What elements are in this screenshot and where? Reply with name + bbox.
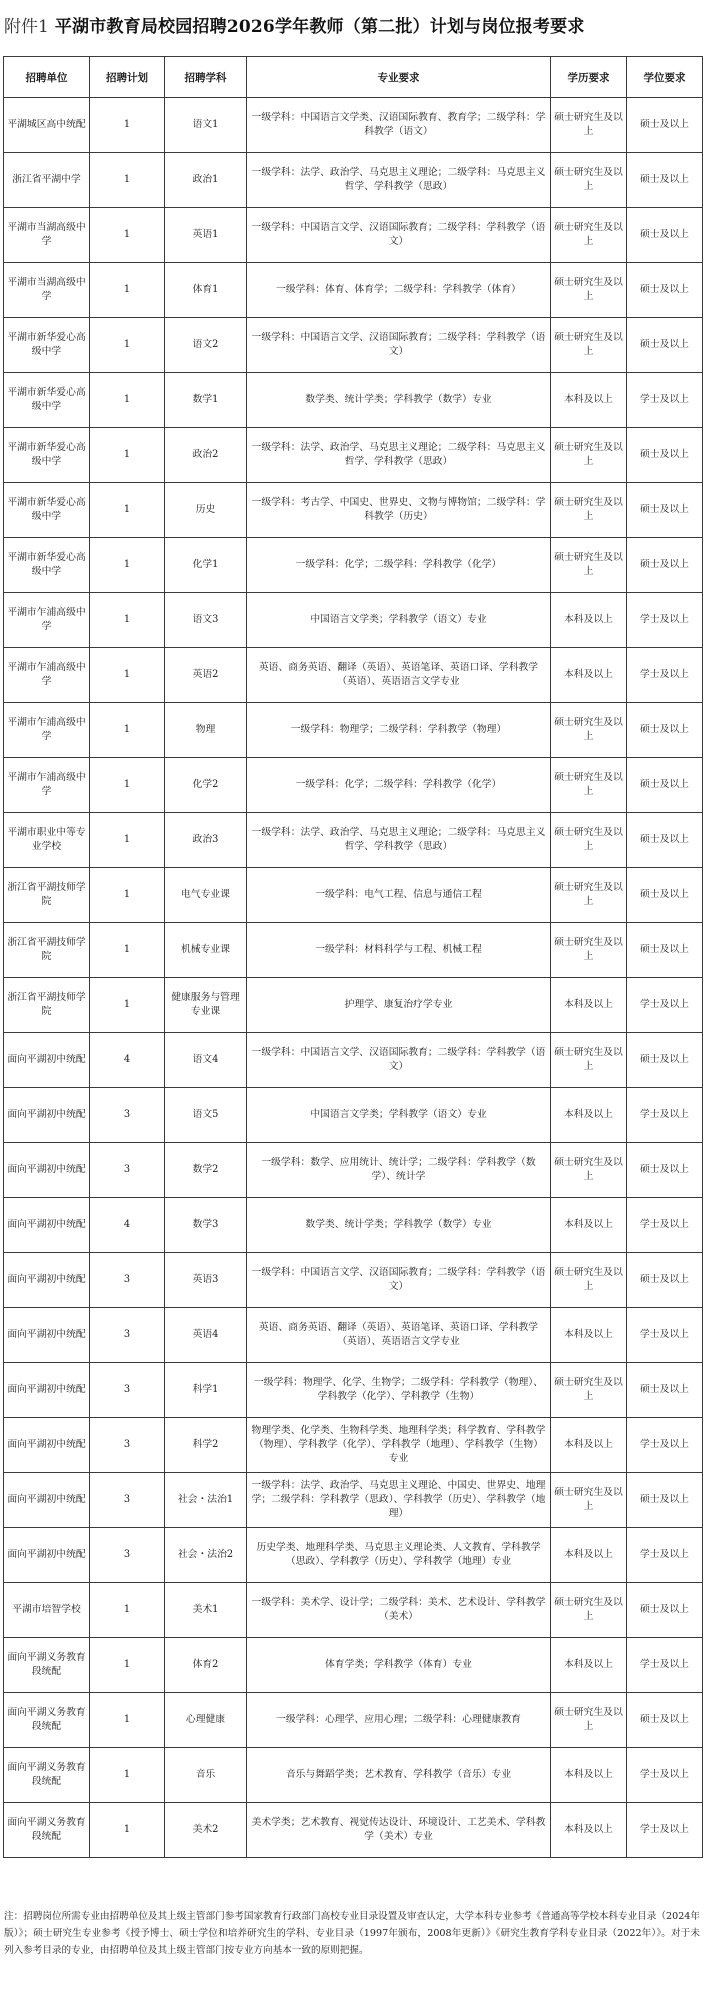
subject-cell: 机械专业课 <box>165 923 247 978</box>
unit-cell: 面向平湖初中统配 <box>4 1528 90 1583</box>
subject-cell: 英语1 <box>165 208 247 263</box>
major-cell: 数学类、统计学类；学科教学（数学）专业 <box>247 373 551 428</box>
header-degree: 学位要求 <box>627 57 703 98</box>
degree-cell: 学士及以上 <box>627 1803 703 1858</box>
major-cell: 一级学科：中国语言文学类、汉语国际教育、教育学；二级学科：学科教学（语文） <box>247 98 551 153</box>
education-cell: 本科及以上 <box>551 373 627 428</box>
degree-cell: 硕士及以上 <box>627 1143 703 1198</box>
education-cell: 本科及以上 <box>551 1638 627 1693</box>
count-cell: 1 <box>90 263 165 318</box>
degree-cell: 硕士及以上 <box>627 758 703 813</box>
subject-cell: 语文4 <box>165 1033 247 1088</box>
table-row <box>4 1693 703 1748</box>
count-cell: 1 <box>90 1693 165 1748</box>
table-row <box>4 1583 703 1638</box>
table-row <box>4 1088 703 1143</box>
count-cell: 4 <box>90 1033 165 1088</box>
table-row <box>4 1033 703 1088</box>
major-cell: 一级学科：中国语言文学、汉语国际教育；二级学科：学科教学（语文） <box>247 1253 551 1308</box>
header-subject: 招聘学科 <box>165 57 247 98</box>
education-cell: 硕士研究生及以上 <box>551 1033 627 1088</box>
major-cell: 护理学、康复治疗学专业 <box>247 978 551 1033</box>
degree-cell: 学士及以上 <box>627 1748 703 1803</box>
degree-cell: 硕士及以上 <box>627 1693 703 1748</box>
count-cell: 3 <box>90 1418 165 1473</box>
count-cell: 3 <box>90 1528 165 1583</box>
degree-cell: 硕士及以上 <box>627 703 703 758</box>
table-row <box>4 1363 703 1418</box>
subject-cell: 英语4 <box>165 1308 247 1363</box>
degree-cell: 硕士及以上 <box>627 1583 703 1638</box>
degree-cell: 硕士及以上 <box>627 428 703 483</box>
major-cell: 中国语言文学类；学科教学（语文）专业 <box>247 593 551 648</box>
major-cell: 一级学科：中国语言文学、汉语国际教育；二级学科：学科教学（语文） <box>247 208 551 263</box>
table-row <box>4 1308 703 1363</box>
unit-cell: 浙江省平湖中学 <box>4 153 90 208</box>
major-cell: 一级学科：考古学、中国史、世界史、文物与博物馆；二级学科：学科教学（历史） <box>247 483 551 538</box>
education-cell: 硕士研究生及以上 <box>551 813 627 868</box>
table-row <box>4 263 703 318</box>
subject-cell: 数学3 <box>165 1198 247 1253</box>
degree-cell: 硕士及以上 <box>627 208 703 263</box>
education-cell: 硕士研究生及以上 <box>551 483 627 538</box>
subject-cell: 科学2 <box>165 1418 247 1473</box>
count-cell: 1 <box>90 153 165 208</box>
education-cell: 硕士研究生及以上 <box>551 868 627 923</box>
count-cell: 1 <box>90 318 165 373</box>
table-row <box>4 1253 703 1308</box>
subject-cell: 电气专业课 <box>165 868 247 923</box>
major-cell: 体育学类；学科教学（体育）专业 <box>247 1638 551 1693</box>
degree-cell: 学士及以上 <box>627 593 703 648</box>
table-row <box>4 153 703 208</box>
education-cell: 硕士研究生及以上 <box>551 538 627 593</box>
table-header-row <box>4 57 703 98</box>
subject-cell: 语文3 <box>165 593 247 648</box>
count-cell: 1 <box>90 758 165 813</box>
attachment-label: 附件1 <box>4 17 49 37</box>
degree-cell: 学士及以上 <box>627 1528 703 1583</box>
unit-cell: 平湖市新华爱心高级中学 <box>4 428 90 483</box>
recruitment-table <box>3 56 703 1858</box>
unit-cell: 平湖市乍浦高级中学 <box>4 703 90 758</box>
unit-cell: 面向平湖初中统配 <box>4 1143 90 1198</box>
table-row <box>4 1418 703 1473</box>
count-cell: 1 <box>90 648 165 703</box>
table-row <box>4 318 703 373</box>
degree-cell: 硕士及以上 <box>627 98 703 153</box>
degree-cell: 硕士及以上 <box>627 1473 703 1528</box>
major-cell: 一级学科：电气工程、信息与通信工程 <box>247 868 551 923</box>
education-cell: 硕士研究生及以上 <box>551 208 627 263</box>
unit-cell: 面向平湖初中统配 <box>4 1363 90 1418</box>
degree-cell: 学士及以上 <box>627 648 703 703</box>
unit-cell: 面向平湖初中统配 <box>4 1418 90 1473</box>
count-cell: 1 <box>90 538 165 593</box>
subject-cell: 美术2 <box>165 1803 247 1858</box>
table-row <box>4 978 703 1033</box>
table-row <box>4 813 703 868</box>
education-cell: 硕士研究生及以上 <box>551 703 627 758</box>
unit-cell: 平湖市培智学校 <box>4 1583 90 1638</box>
major-cell: 一级学科：材料科学与工程、机械工程 <box>247 923 551 978</box>
header-unit: 招聘单位 <box>4 57 90 98</box>
table-row <box>4 1473 703 1528</box>
education-cell: 本科及以上 <box>551 1308 627 1363</box>
count-cell: 1 <box>90 1638 165 1693</box>
subject-cell: 体育1 <box>165 263 247 318</box>
education-cell: 硕士研究生及以上 <box>551 758 627 813</box>
major-cell: 一级学科：中国语言文学、汉语国际教育；二级学科：学科教学（语文） <box>247 318 551 373</box>
count-cell: 1 <box>90 483 165 538</box>
education-cell: 本科及以上 <box>551 648 627 703</box>
count-cell: 1 <box>90 1583 165 1638</box>
subject-cell: 政治1 <box>165 153 247 208</box>
header-count: 招聘计划 <box>90 57 165 98</box>
table-row <box>4 1803 703 1858</box>
subject-cell: 政治3 <box>165 813 247 868</box>
table-row <box>4 373 703 428</box>
unit-cell: 平湖市新华爱心高级中学 <box>4 538 90 593</box>
count-cell: 3 <box>90 1088 165 1143</box>
count-cell: 3 <box>90 1363 165 1418</box>
table-row <box>4 1748 703 1803</box>
table-row <box>4 1638 703 1693</box>
subject-cell: 语文5 <box>165 1088 247 1143</box>
unit-cell: 平湖市新华爱心高级中学 <box>4 318 90 373</box>
unit-cell: 平湖市乍浦高级中学 <box>4 648 90 703</box>
major-cell: 英语、商务英语、翻译（英语）、英语笔译、英语口译、学科教学（英语）、英语语言文学专业 <box>247 1308 551 1363</box>
table-row <box>4 1143 703 1198</box>
education-cell: 本科及以上 <box>551 593 627 648</box>
unit-cell: 面向平湖初中统配 <box>4 1308 90 1363</box>
education-cell: 硕士研究生及以上 <box>551 318 627 373</box>
degree-cell: 硕士及以上 <box>627 153 703 208</box>
table-row <box>4 98 703 153</box>
subject-cell: 音乐 <box>165 1748 247 1803</box>
education-cell: 硕士研究生及以上 <box>551 1253 627 1308</box>
unit-cell: 平湖市当湖高级中学 <box>4 208 90 263</box>
unit-cell: 面向平湖义务教育段统配 <box>4 1748 90 1803</box>
education-cell: 本科及以上 <box>551 1528 627 1583</box>
count-cell: 1 <box>90 428 165 483</box>
education-cell: 本科及以上 <box>551 1088 627 1143</box>
unit-cell: 面向平湖初中统配 <box>4 1088 90 1143</box>
education-cell: 硕士研究生及以上 <box>551 1143 627 1198</box>
count-cell: 1 <box>90 373 165 428</box>
degree-cell: 硕士及以上 <box>627 923 703 978</box>
major-cell: 一级学科：化学；二级学科：学科教学（化学） <box>247 538 551 593</box>
subject-cell: 语文2 <box>165 318 247 373</box>
subject-cell: 物理 <box>165 703 247 758</box>
degree-cell: 学士及以上 <box>627 1638 703 1693</box>
unit-cell: 面向平湖初中统配 <box>4 1033 90 1088</box>
major-cell: 一级学科：中国语言文学、汉语国际教育；二级学科：学科教学（语文） <box>247 1033 551 1088</box>
unit-cell: 平湖市乍浦高级中学 <box>4 593 90 648</box>
page-title <box>4 10 585 44</box>
count-cell: 1 <box>90 923 165 978</box>
subject-cell: 数学1 <box>165 373 247 428</box>
major-cell: 一级学科：物理学；二级学科：学科教学（物理） <box>247 703 551 758</box>
table-row <box>4 208 703 263</box>
education-cell: 硕士研究生及以上 <box>551 153 627 208</box>
degree-cell: 硕士及以上 <box>627 1253 703 1308</box>
education-cell: 本科及以上 <box>551 978 627 1033</box>
count-cell: 1 <box>90 703 165 758</box>
subject-cell: 历史 <box>165 483 247 538</box>
table-row <box>4 1198 703 1253</box>
education-cell: 硕士研究生及以上 <box>551 263 627 318</box>
education-cell: 硕士研究生及以上 <box>551 923 627 978</box>
degree-cell: 硕士及以上 <box>627 483 703 538</box>
table-row <box>4 703 703 758</box>
document-title: 平湖市教育局校园招聘2026学年教师（第二批）计划与岗位报考要求 <box>54 17 585 37</box>
table-row <box>4 758 703 813</box>
degree-cell: 学士及以上 <box>627 978 703 1033</box>
count-cell: 4 <box>90 1198 165 1253</box>
major-cell: 一级学科：物理学、化学、生物学；二级学科：学科教学（物理）、学科教学（化学）、学科教学（生物） <box>247 1363 551 1418</box>
count-cell: 1 <box>90 868 165 923</box>
major-cell: 数学类、统计学类；学科教学（数学）专业 <box>247 1198 551 1253</box>
unit-cell: 平湖市新华爱心高级中学 <box>4 373 90 428</box>
degree-cell: 学士及以上 <box>627 1088 703 1143</box>
unit-cell: 平湖城区高中统配 <box>4 98 90 153</box>
education-cell: 硕士研究生及以上 <box>551 428 627 483</box>
major-cell: 一级学科：法学、政治学、马克思主义理论；二级学科：马克思主义哲学、学科教学（思政） <box>247 428 551 483</box>
degree-cell: 硕士及以上 <box>627 538 703 593</box>
unit-cell: 面向平湖初中统配 <box>4 1473 90 1528</box>
degree-cell: 学士及以上 <box>627 373 703 428</box>
count-cell: 1 <box>90 208 165 263</box>
table-row <box>4 923 703 978</box>
unit-cell: 面向平湖义务教育段统配 <box>4 1693 90 1748</box>
education-cell: 本科及以上 <box>551 1418 627 1473</box>
major-cell: 一级学科：美术学、设计学；二级学科：美术、艺术设计、学科教学（美术） <box>247 1583 551 1638</box>
count-cell: 1 <box>90 1748 165 1803</box>
education-cell: 硕士研究生及以上 <box>551 1363 627 1418</box>
subject-cell: 社会・法治2 <box>165 1528 247 1583</box>
major-cell: 音乐与舞蹈学类；艺术教育、学科教学（音乐）专业 <box>247 1748 551 1803</box>
major-cell: 一级学科：体育、体育学；二级学科：学科教学（体育） <box>247 263 551 318</box>
table-body <box>4 98 703 1858</box>
degree-cell: 硕士及以上 <box>627 1363 703 1418</box>
major-cell: 一级学科：法学、政治学、马克思主义理论；二级学科：马克思主义哲学、学科教学（思政） <box>247 813 551 868</box>
subject-cell: 化学2 <box>165 758 247 813</box>
major-cell: 历史学类、地理科学类、马克思主义理论类、人文教育、学科教学（思政）、学科教学（历史）、学科教学（地理）专业 <box>247 1528 551 1583</box>
degree-cell: 硕士及以上 <box>627 263 703 318</box>
degree-cell: 学士及以上 <box>627 1308 703 1363</box>
count-cell: 3 <box>90 1143 165 1198</box>
count-cell: 3 <box>90 1473 165 1528</box>
footnote: 注：招聘岗位所需专业由招聘单位及其上级主管部门参考国家教育行政部门高校专业目录设置及审查认定，大学本科专业参考《普通高等学校本科专业目录（2024年版）》；硕士研究生专业参考《授予博士、硕士学位和培养研究生的学科、专业目录（1997年颁布，2008年更新）》《研究生教育学科专业目录（2022年）》。对于未列入参考目录的专业，由招聘单位及其上级主管部门按专业方向基本一致的原则把握。 <box>4 1911 700 1956</box>
count-cell: 3 <box>90 1308 165 1363</box>
table-row <box>4 648 703 703</box>
major-cell: 一级学科：化学；二级学科：学科教学（化学） <box>247 758 551 813</box>
subject-cell: 数学2 <box>165 1143 247 1198</box>
subject-cell: 语文1 <box>165 98 247 153</box>
education-cell: 硕士研究生及以上 <box>551 1693 627 1748</box>
count-cell: 1 <box>90 978 165 1033</box>
major-cell: 物理学类、化学类、生物科学类、地理科学类；科学教育、学科教学（物理）、学科教学（化学）、学科教学（地理）、学科教学（生物）专业 <box>247 1418 551 1473</box>
education-cell: 本科及以上 <box>551 1803 627 1858</box>
unit-cell: 面向平湖初中统配 <box>4 1253 90 1308</box>
unit-cell: 平湖市乍浦高级中学 <box>4 758 90 813</box>
subject-cell: 健康服务与管理专业课 <box>165 978 247 1033</box>
major-cell: 美术学类；艺术教育、视觉传达设计、环境设计、工艺美术、学科教学（美术）专业 <box>247 1803 551 1858</box>
major-cell: 一级学科：法学、政治学、马克思主义理论；二级学科：马克思主义哲学、学科教学（思政） <box>247 153 551 208</box>
table-row <box>4 1528 703 1583</box>
degree-cell: 硕士及以上 <box>627 1033 703 1088</box>
unit-cell: 面向平湖义务教育段统配 <box>4 1803 90 1858</box>
education-cell: 硕士研究生及以上 <box>551 1473 627 1528</box>
subject-cell: 心理健康 <box>165 1693 247 1748</box>
header-education: 学历要求 <box>551 57 627 98</box>
unit-cell: 浙江省平湖技师学院 <box>4 868 90 923</box>
table-row <box>4 538 703 593</box>
education-cell: 本科及以上 <box>551 1748 627 1803</box>
major-cell: 一级学科：数学、应用统计、统计学；二级学科：学科教学（数学）、统计学 <box>247 1143 551 1198</box>
unit-cell: 面向平湖初中统配 <box>4 1198 90 1253</box>
degree-cell: 硕士及以上 <box>627 318 703 373</box>
major-cell: 一级学科：法学、政治学、马克思主义理论、中国史、世界史、地理学；二级学科：学科教学（思政）、学科教学（历史）、学科教学（地理） <box>247 1473 551 1528</box>
count-cell: 1 <box>90 98 165 153</box>
subject-cell: 英语3 <box>165 1253 247 1308</box>
table-row <box>4 428 703 483</box>
unit-cell: 平湖市当湖高级中学 <box>4 263 90 318</box>
major-cell: 中国语言文学类；学科教学（语文）专业 <box>247 1088 551 1143</box>
unit-cell: 平湖市职业中等专业学校 <box>4 813 90 868</box>
subject-cell: 化学1 <box>165 538 247 593</box>
table-row <box>4 483 703 538</box>
unit-cell: 浙江省平湖技师学院 <box>4 923 90 978</box>
unit-cell: 浙江省平湖技师学院 <box>4 978 90 1033</box>
education-cell: 硕士研究生及以上 <box>551 98 627 153</box>
subject-cell: 社会・法治1 <box>165 1473 247 1528</box>
count-cell: 1 <box>90 593 165 648</box>
subject-cell: 科学1 <box>165 1363 247 1418</box>
subject-cell: 美术1 <box>165 1583 247 1638</box>
degree-cell: 学士及以上 <box>627 1418 703 1473</box>
degree-cell: 硕士及以上 <box>627 868 703 923</box>
header-major: 专业要求 <box>247 57 551 98</box>
count-cell: 1 <box>90 1803 165 1858</box>
degree-cell: 学士及以上 <box>627 1198 703 1253</box>
unit-cell: 面向平湖义务教育段统配 <box>4 1638 90 1693</box>
subject-cell: 政治2 <box>165 428 247 483</box>
subject-cell: 英语2 <box>165 648 247 703</box>
unit-cell: 平湖市新华爱心高级中学 <box>4 483 90 538</box>
major-cell: 英语、商务英语、翻译（英语）、英语笔译、英语口译、学科教学（英语）、英语语言文学专业 <box>247 648 551 703</box>
table-row <box>4 868 703 923</box>
education-cell: 本科及以上 <box>551 1198 627 1253</box>
major-cell: 一级学科：心理学、应用心理；二级学科：心理健康教育 <box>247 1693 551 1748</box>
education-cell: 硕士研究生及以上 <box>551 1583 627 1638</box>
count-cell: 1 <box>90 813 165 868</box>
degree-cell: 硕士及以上 <box>627 813 703 868</box>
subject-cell: 体育2 <box>165 1638 247 1693</box>
count-cell: 3 <box>90 1253 165 1308</box>
table-row <box>4 593 703 648</box>
